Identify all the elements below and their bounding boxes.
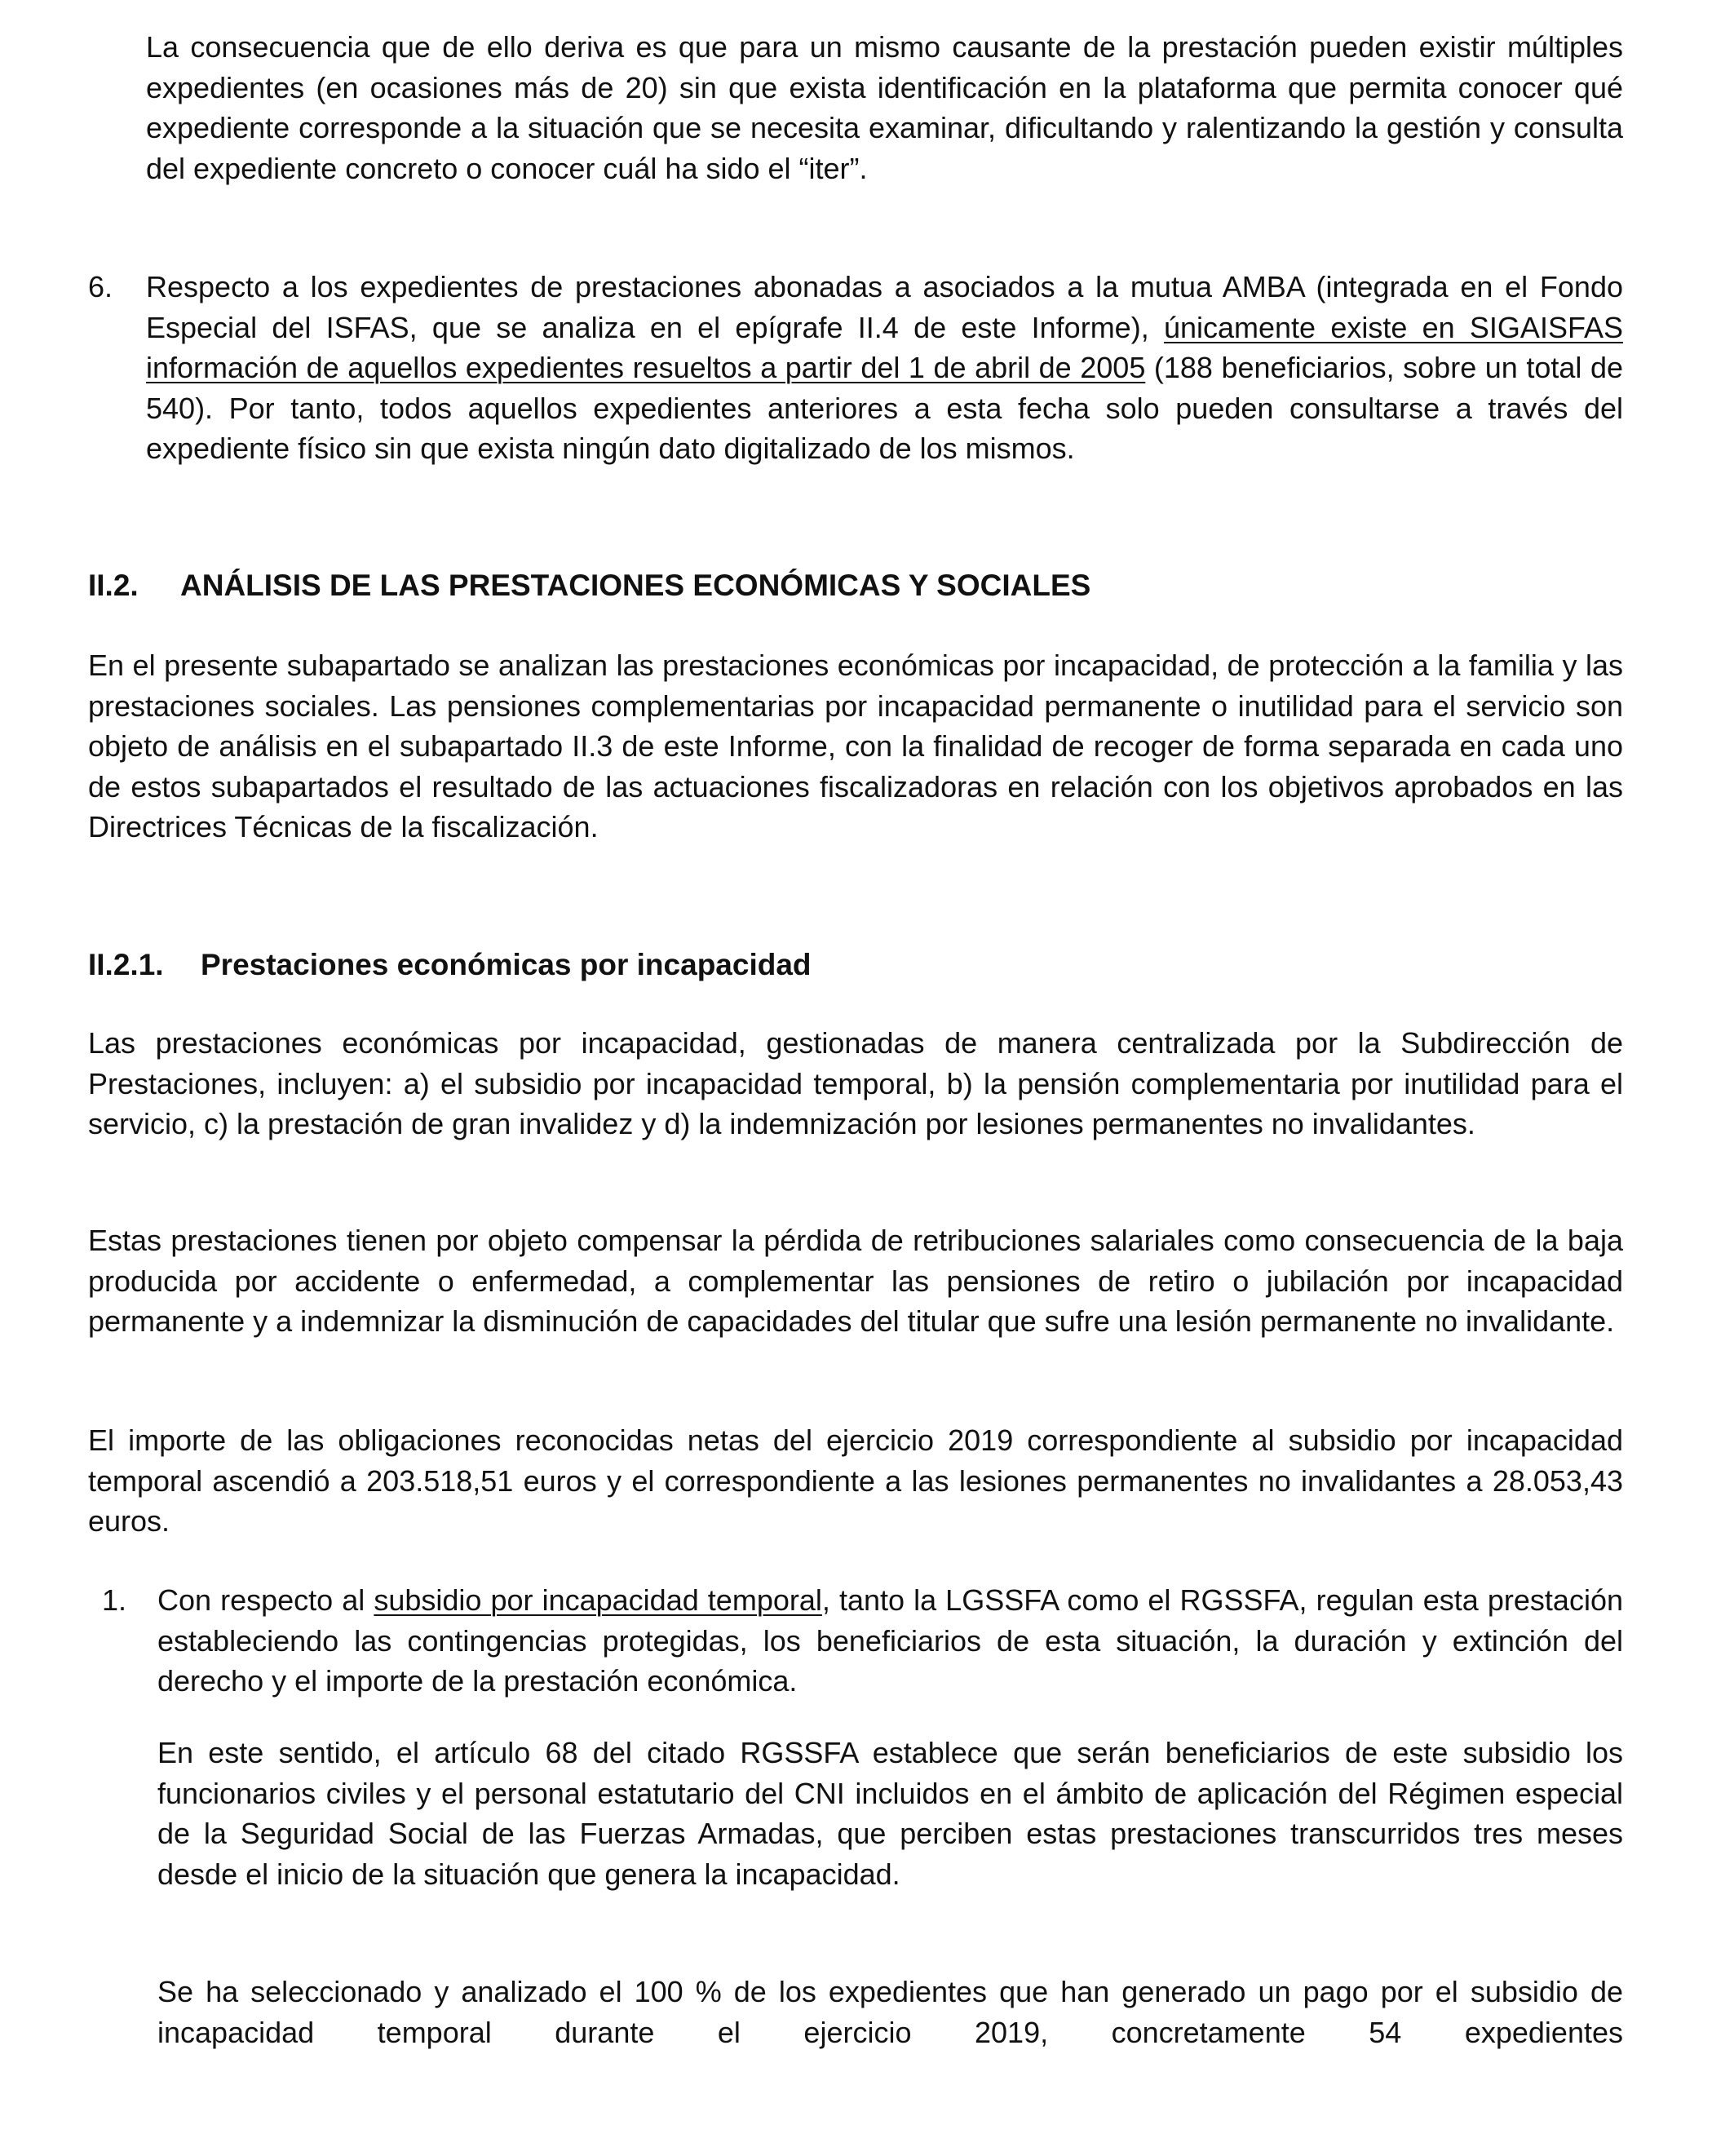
intro-paragraph: La consecuencia que de ello deriva es que para un mismo causante de la prestación pueden existir múltiples expedientes (en ocasiones más de 20) sin que exista identificación en la plataforma que permita conocer qué expediente corresponde a la situación que se necesita examinar, dificultando y ralentizando la gestión y consulta del expediente concreto o conocer cuál ha sido el “iter”. <box>146 30 1623 185</box>
section-heading-title: ANÁLISIS DE LAS PRESTACIONES ECONÓMICAS Y SOCIALES <box>180 569 1091 602</box>
list-item-paragraph: En este sentido, el artículo 68 del citado RGSSFA establece que serán beneficiarios de este subsidio los funcionarios civiles y el personal estatutario del CNI incluidos en el ámbito de aplicación del Régimen especial de la Seguridad Social de las Fuerzas Armadas, que perciben estas prestaciones transcurridos tres meses desde el inicio de la situación que genera la incapacidad. <box>157 1736 1623 1891</box>
list-item-text <box>157 1580 1623 1702</box>
subsection-paragraph: Las prestaciones económicas por incapacidad, gestionadas de manera centralizada por la Subdirección de Prestaciones, incluyen: a) el subsidio por incapacidad temporal, b) la pensión complementaria por inutilidad para el servicio, c) la prestación de gran invalidez y d) la indemnización por lesiones permanentes no invalidantes. <box>88 1026 1623 1140</box>
text-segment: Con respecto al <box>157 1583 374 1617</box>
text-segment: (188 beneficiarios, sobre un total de 540). Por tanto, todos aquellos expedientes anteriores a esta fecha solo pueden consultarse a través del expediente físico sin que exista ningún dato digitalizado de los mismos. <box>146 351 1623 465</box>
section-paragraph: En el presente subapartado se analizan las prestaciones económicas por incapacidad, de protección a la familia y las prestaciones sociales. Las pensiones complementarias por incapacidad permanente o inutilidad para el servicio son objeto de análisis en el subapartado II.3 de este Informe, con la finalidad de recoger de forma separada en cada uno de estos subapartados el resultado de las actuaciones fiscalizadoras en relación con los objetivos aprobados en las Directrices Técnicas de la fiscalización. <box>88 649 1623 843</box>
section-heading-number: II.2. <box>88 569 139 602</box>
text-segment: , tanto la LGSSFA como el RGSSFA, regulan esta prestación estableciendo las contingencias protegidas, los beneficiarios de esta situación, la duración y extinción del derecho y el importe de la prestación económica. <box>157 1583 1623 1698</box>
list-item-text <box>146 267 1623 469</box>
subsection-heading-title: Prestaciones económicas por incapacidad <box>201 948 812 981</box>
list-number: 1. <box>102 1583 127 1617</box>
subsection-paragraph: Estas prestaciones tienen por objeto compensar la pérdida de retribuciones salariales como consecuencia de la baja producida por accidente o enfermedad, a complementar las pensiones de retiro o jubilación por incapacidad permanente y a indemnizar la disminución de capacidades del titular que sufre una lesión permanente no invalidante. <box>88 1224 1623 1338</box>
list-number: 6. <box>88 270 113 303</box>
subsection-paragraph: El importe de las obligaciones reconocidas netas del ejercicio 2019 correspondiente al subsidio por incapacidad temporal ascendió a 203.518,51 euros y el correspondiente a las lesiones permanentes no invalidantes a 28.053,43 euros. <box>88 1423 1623 1538</box>
subsection-heading-number: II.2.1. <box>88 948 164 981</box>
text-segment: Respecto a los expedientes de prestaciones abonadas a asociados a la mutua AMBA (integrada en el Fondo Especial del ISFAS, que se analiza en el epígrafe II.4 de este Informe), <box>146 270 1623 344</box>
underlined-text: subsidio por incapacidad temporal <box>374 1583 822 1617</box>
list-item-paragraph: Se ha seleccionado y analizado el 100 % de los expedientes que han generado un pago por el subsidio de incapacidad temporal durante el ejercicio 2019, concretamente 54 expedientes <box>157 1975 1623 2049</box>
underlined-text: únicamente existe en SIGAISFAS información de aquellos expedientes resueltos a partir del 1 de abril de 2005 <box>146 310 1623 384</box>
